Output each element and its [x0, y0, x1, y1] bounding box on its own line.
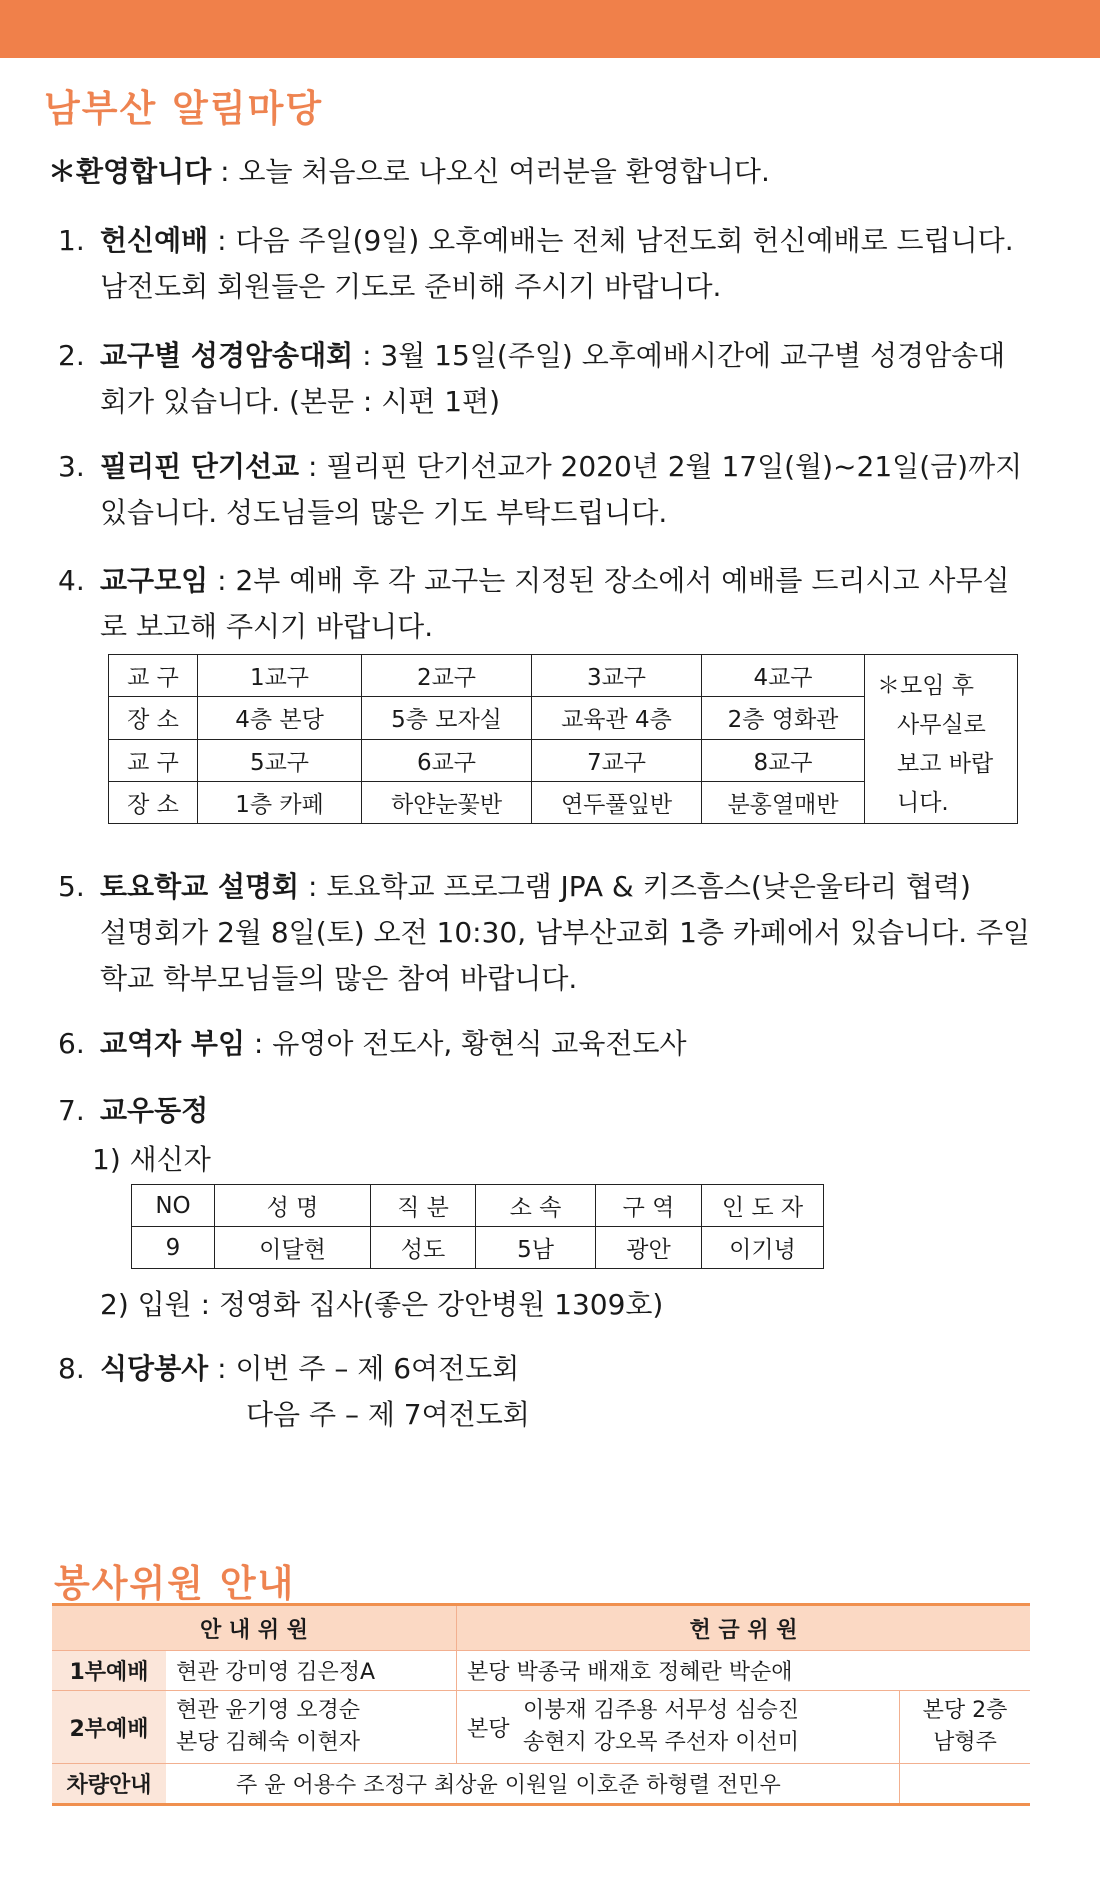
table-cell: 광안: [596, 1227, 702, 1269]
table-cell: 교 구: [109, 655, 198, 697]
table-cell: 하얀눈꽃반: [362, 781, 532, 823]
table-header: NO: [132, 1185, 215, 1227]
table-row: [132, 1227, 824, 1269]
table-cell: 7교구: [532, 739, 702, 781]
table-cell: 2층 영화관: [702, 697, 865, 739]
table-row: [52, 1651, 1030, 1691]
table-cell: 교 구: [109, 739, 198, 781]
page-title: 남부산 알림마당: [44, 87, 324, 130]
item-number: 5.: [58, 870, 85, 903]
note-line: ＊모임 후: [877, 673, 974, 699]
item-number: 8.: [58, 1352, 85, 1385]
table-cell: 5층 모자실: [362, 697, 532, 739]
welcome-label: ＊환영합니다: [48, 155, 212, 188]
item-label: 교역자 부임: [100, 1027, 245, 1060]
row-label: 1부예배: [52, 1651, 166, 1691]
note-line: 사무실로: [897, 712, 986, 738]
newcomer-table: [131, 1184, 824, 1269]
guide-names: [166, 1691, 457, 1764]
notice-item-2: [58, 333, 1038, 425]
notice-item-6: [58, 1021, 1038, 1067]
item-text-continued: 설명회가 2월 8일(토) 오전 10:30, 남부산교회 1층 카페에서 있습니다. 주일: [100, 916, 1031, 949]
table-cell: 교육관 4층: [532, 697, 702, 739]
note-line: 니다.: [897, 790, 949, 816]
offering-line: 송현지 강오목 주선자 이선미: [523, 1730, 800, 1755]
guide-names: 현관 강미영 김은정A: [166, 1651, 457, 1691]
service-committee-table: [52, 1603, 1030, 1806]
item-text: : 3월 15일(주일) 오후예배시간에 교구별 성경암송대: [353, 339, 1006, 372]
offering-place: 본당: [457, 1691, 514, 1764]
table-header: 구 역: [596, 1185, 702, 1227]
table-cell: 5교구: [198, 739, 362, 781]
newcomer-label: 1) 새신자: [92, 1143, 211, 1176]
table-cell: 장 소: [109, 697, 198, 739]
table-cell: 1교구: [198, 655, 362, 697]
offering-names: [513, 1691, 900, 1764]
table-row: [52, 1764, 1030, 1805]
table-cell: 8교구: [702, 739, 865, 781]
item-text-continued: 회가 있습니다. (본문 : 시편 1편): [100, 385, 501, 418]
notice-item-1: [58, 218, 1038, 310]
item-text-continued: 로 보고해 주시기 바랍니다.: [100, 610, 434, 643]
notice-item-8: [58, 1346, 1038, 1438]
item-text-continued: 남전도회 회원들은 기도로 준비해 주시기 바랍니다.: [100, 270, 722, 303]
table-cell: 성도: [371, 1227, 476, 1269]
guide-committee-header: 안 내 위 원: [52, 1605, 457, 1651]
table-cell: 이달현: [215, 1227, 371, 1269]
item-number: 6.: [58, 1027, 85, 1060]
item-text: : 토요학교 프로그램 JPA & 키즈흠스(낮은울타리 협력): [299, 870, 971, 903]
offering-committee-header: 헌 금 위 원: [457, 1605, 1031, 1651]
offering-extra: [900, 1691, 1031, 1764]
item-label: 교우동정: [100, 1094, 209, 1127]
table-row: [109, 655, 1018, 697]
item-label: 헌신예배: [100, 224, 209, 257]
notice-item-7: [58, 1088, 1038, 1134]
top-color-bar: [0, 0, 1100, 58]
item-number: 7.: [58, 1094, 85, 1127]
item-number: 3.: [58, 450, 85, 483]
item-text: : 필리핀 단기선교가 2020년 2월 17일(월)~21일(금)까지: [299, 450, 1023, 483]
item-text-continued: 학교 학부모님들의 많은 참여 바랍니다.: [100, 962, 578, 995]
item-label: 토요학교 설명회: [100, 870, 300, 903]
offering-line: 이붕재 김주용 서무성 심승진: [523, 1698, 800, 1723]
row-label: 2부예배: [52, 1691, 166, 1764]
notice-item-3: [58, 444, 1038, 536]
item-number: 4.: [58, 564, 85, 597]
welcome-line: [48, 150, 770, 190]
district-meeting-table: [108, 654, 1018, 824]
offering-names: 본당 박종국 배재호 정혜란 박순애: [457, 1651, 1031, 1691]
district-table-note: [865, 655, 1018, 824]
table-cell: 연두풀잎반: [532, 781, 702, 823]
item-text: : 2부 예배 후 각 교구는 지정된 장소에서 예배를 드리시고 사무실: [208, 564, 1010, 597]
table-cell: 9: [132, 1227, 215, 1269]
item-label: 교구별 성경암송대회: [100, 339, 354, 372]
offering-extra-line: 본당 2층: [922, 1698, 1008, 1723]
table-header: 직 분: [371, 1185, 476, 1227]
hospital-line: 2) 입원 : 정영화 집사(좋은 강안병원 1309호): [100, 1288, 664, 1321]
row-label: 차량안내: [52, 1764, 166, 1805]
table-cell: 5남: [476, 1227, 596, 1269]
table-cell: 이기녕: [702, 1227, 824, 1269]
empty-cell: [900, 1764, 1031, 1805]
vehicle-names: 주 윤 어용수 조정구 최상윤 이원일 이호준 하형렬 전민우: [166, 1764, 900, 1805]
table-row: [52, 1691, 1030, 1764]
table-header: 성 명: [215, 1185, 371, 1227]
table-cell: 4교구: [702, 655, 865, 697]
item-label: 교구모임: [100, 564, 209, 597]
offering-extra-line: 남형주: [933, 1730, 997, 1755]
item-text: : 다음 주일(9일) 오후예배는 전체 남전도회 헌신예배로 드립니다.: [208, 224, 1014, 257]
item-label: 식당봉사: [100, 1352, 209, 1385]
table-cell: 1층 카페: [198, 781, 362, 823]
table-cell: 분홍열매반: [702, 781, 865, 823]
table-row: [52, 1605, 1030, 1651]
item-number: 1.: [58, 224, 85, 257]
item-label: 필리핀 단기선교: [100, 450, 300, 483]
table-cell: 3교구: [532, 655, 702, 697]
guide-line: 본당 김혜숙 이현자: [176, 1730, 361, 1755]
table-cell: 장 소: [109, 781, 198, 823]
table-header: 인 도 자: [702, 1185, 824, 1227]
item-text-continued: 다음 주 – 제 7여전도회: [246, 1398, 530, 1431]
notice-item-5: [58, 864, 1038, 1002]
guide-line: 현관 윤기영 오경순: [176, 1698, 361, 1723]
item-text: : 이번 주 – 제 6여전도회: [208, 1352, 520, 1385]
table-row: [132, 1185, 824, 1227]
note-line: 보고 바랍: [897, 751, 994, 777]
table-header: 소 속: [476, 1185, 596, 1227]
notice-item-4: [58, 558, 1038, 650]
table-cell: 6교구: [362, 739, 532, 781]
service-title: 봉사위원 안내: [54, 1562, 296, 1605]
table-cell: 4층 본당: [198, 697, 362, 739]
welcome-text: : 오늘 처음으로 나오신 여러분을 환영합니다.: [211, 155, 770, 188]
item-text: : 유영아 전도사, 황현식 교육전도사: [245, 1027, 687, 1060]
table-cell: 2교구: [362, 655, 532, 697]
item-text-continued: 있습니다. 성도님들의 많은 기도 부탁드립니다.: [100, 496, 668, 529]
item-number: 2.: [58, 339, 85, 372]
